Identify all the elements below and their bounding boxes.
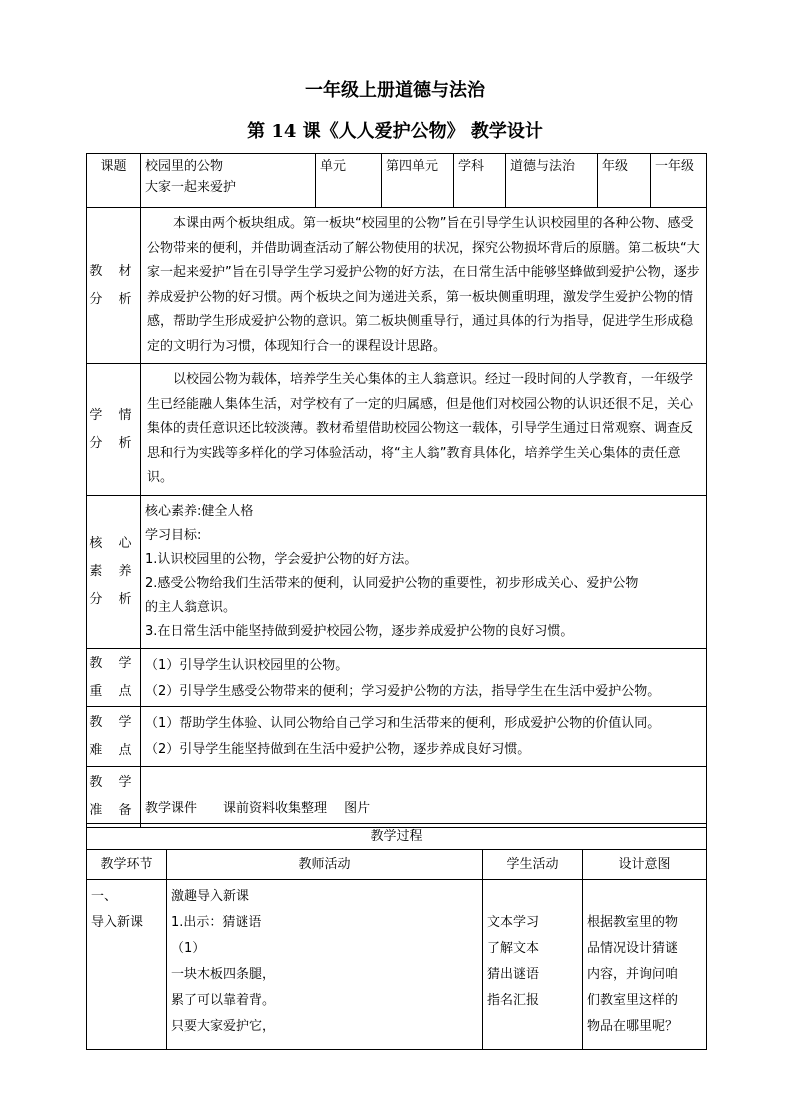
zhunbei-text: 教学课件 课前资料收集整理 图片 bbox=[141, 767, 707, 828]
xueqing-text: 以校园公物为载体，培养学生关心集体的主人翁意识。经过一段时间的人学教育，一年级学生已经能融人集体生活，对学校有了一定的归属感，但是他们对校园公物的认识还很不足，关心集体的责任意识还比较淡薄。教材希望借助校园公物这一载体，引导学生通过日常观察、调查反思和行为实践等多样化的学习体验活动，将“主人翁”教育具体化，培养学生关心集体的责任意识。 bbox=[141, 364, 707, 496]
zhongdian-text: （1）引导学生认识校园里的公物。 （2）引导学生感受公物带来的便利；学习爱护公物的方法，指导学生在生活中爱护公物。 bbox=[141, 649, 707, 707]
hexin-row bbox=[87, 496, 707, 649]
col-step: 教学环节 bbox=[87, 850, 167, 880]
nandian-label: 教 学 难 点 bbox=[87, 707, 141, 767]
xueqing-label: 学 情 分 析 bbox=[87, 364, 141, 496]
zhunbei-row bbox=[87, 767, 707, 828]
col-intent: 设计意图 bbox=[583, 850, 707, 880]
xueke-label: 学科 bbox=[454, 154, 506, 208]
process-title: 教学过程 bbox=[87, 824, 707, 850]
nianji-value: 一年级 bbox=[651, 154, 707, 208]
header-row bbox=[87, 154, 707, 208]
jiaocai-text: 本课由两个板块组成。第一板块“校园里的公物”旨在引导学生认识校园里的各种公物、感受公物带来的便利，并借助调查活动了解公物使用的状况，探究公物损坏背后的原膳。第二板块“大家一起来爱护”旨在引导学生学习爱护公物的好方法，在日常生活中能够坚蜂做到爱护公物，逐步养成爱护公物的好习惯。两个板块之间为递进关系，第一板块侧重明理，激发学生爱护公物的情感，帮助学生形成爱护公物的意识。第二板块侧重导行，通过具体的行为指导，促进学生形成稳定的文明行为习惯，体现知行合一的课程设计思路。 bbox=[141, 208, 707, 364]
process-header-row bbox=[87, 850, 707, 880]
intent-cell: 根据教室里的物 品情况设计猜谜 内容，并询问咱 们教室里这样的 物品在哪里呢？ bbox=[583, 880, 707, 1050]
danyuan-label: 单元 bbox=[316, 154, 382, 208]
jiaocai-label: 教 材 分 析 bbox=[87, 208, 141, 364]
nandian-row bbox=[87, 707, 707, 767]
hexin-text: 核心素养:健全人格 学习目标: 1.认识校园里的公物，学会爱护公物的好方法。 2.感受公物给我们生活带来的便利，认同爱护公物的重要性，初步形成关心、爱护公物 的主人翁意识。 3.在日常生活中能坚持做到爱护校园公物，逐步养成爱护公物的良好习惯。 bbox=[141, 496, 707, 649]
process-row-1 bbox=[87, 880, 707, 1050]
keti-value: 校园里的公物 大家一起来爱护 bbox=[141, 154, 316, 208]
document-title: 一年级上册道德与法治 bbox=[305, 80, 485, 101]
teacher-cell: 激趣导入新课 1.出示：猜谜语 （1） 一块木板四条腿， 累了可以靠着背。 只要大家爱护它， bbox=[167, 880, 483, 1050]
xueke-value: 道德与法治 bbox=[506, 154, 598, 208]
lesson-info-table bbox=[86, 153, 707, 828]
zhongdian-row bbox=[87, 649, 707, 707]
student-cell: 文本学习 了解文本 猜出谜语 指名汇报 bbox=[483, 880, 583, 1050]
nianji-label: 年级 bbox=[598, 154, 651, 208]
process-table bbox=[86, 823, 707, 1050]
nandian-text: （1）帮助学生体验、认同公物给自己学习和生活带来的便利，形成爱护公物的价值认同。 （2）引导学生能坚持做到在生活中爱护公物，逐步养成良好习惯。 bbox=[141, 707, 707, 767]
xueqing-row bbox=[87, 364, 707, 496]
hexin-label: 核 心 素 养 分 析 bbox=[87, 496, 141, 649]
keti-label: 课题 bbox=[87, 154, 141, 208]
col-teacher: 教师活动 bbox=[167, 850, 483, 880]
zhongdian-label: 教 学 重 点 bbox=[87, 649, 141, 707]
zhunbei-label: 教 学 准 备 bbox=[87, 767, 141, 828]
lesson-title: 第 14 课《人人爱护公物》 教学设计 bbox=[247, 121, 543, 142]
jiaocai-row bbox=[87, 208, 707, 364]
step-cell: 一、 导入新课 bbox=[87, 880, 167, 1050]
col-student: 学生活动 bbox=[483, 850, 583, 880]
danyuan-value: 第四单元 bbox=[382, 154, 454, 208]
